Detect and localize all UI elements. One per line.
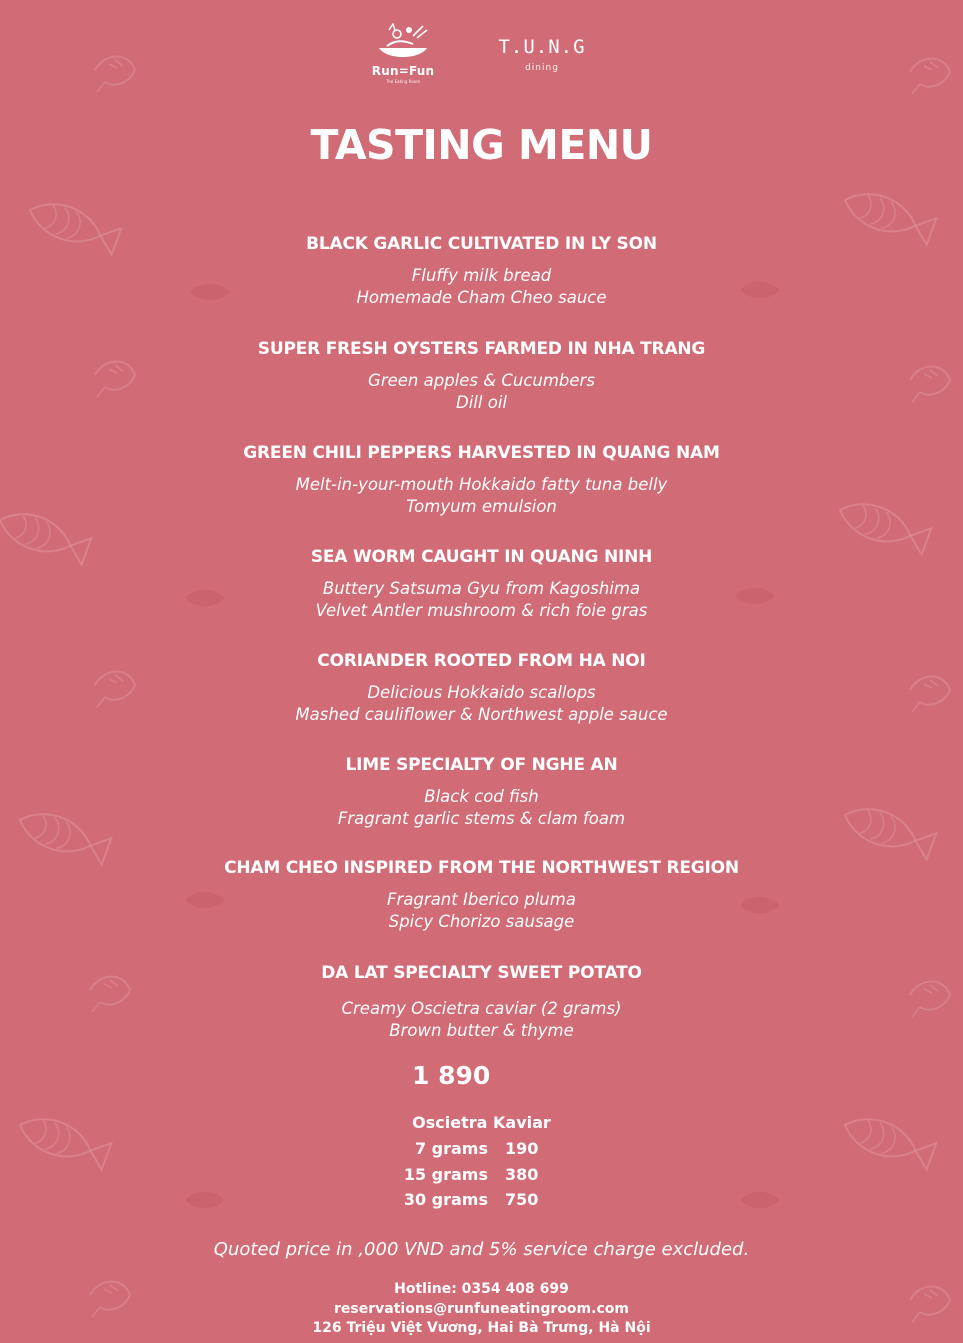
caviar-row	[0, 1189, 963, 1211]
course-item	[0, 442, 963, 518]
course-item	[0, 338, 963, 414]
tung-wordmark: T.U.N.G	[498, 36, 586, 58]
caviar-grams: 7 grams	[414, 1139, 488, 1158]
caviar-price: 380	[505, 1165, 539, 1184]
course-description-line-1: Buttery Satsuma Gyu from Kagoshima	[322, 579, 641, 598]
course-name: SUPER FRESH OYSTERS FARMED IN NHA TRANG	[257, 339, 706, 359]
email-address: reservations@runfuneatingroom.com	[334, 1300, 629, 1317]
contact-block	[0, 1280, 963, 1339]
menu-price: 1 890	[412, 1061, 491, 1090]
course-description-line-2: Fragrant garlic stems & clam foam	[337, 809, 626, 828]
caviar-price: 750	[505, 1190, 539, 1209]
course-item	[0, 546, 963, 622]
logo-bar	[0, 20, 963, 92]
course-name: DA LAT SPECIALTY SWEET POTATO	[321, 963, 642, 983]
course-description-line-2: Spicy Chorizo sausage	[388, 912, 575, 931]
caviar-row	[0, 1164, 963, 1186]
course-name: SEA WORM CAUGHT IN QUANG NINH	[310, 547, 653, 567]
chef-bowl-icon	[373, 22, 433, 62]
course-name: CORIANDER ROOTED FROM HA NOI	[317, 651, 646, 671]
runfun-wordmark: Run=Fun	[371, 64, 435, 78]
caviar-row	[0, 1138, 963, 1160]
course-description-line-2: Homemade Cham Cheo sauce	[356, 288, 607, 307]
course-name: GREEN CHILI PEPPERS HARVESTED IN QUANG NAM	[243, 443, 720, 463]
course-description-line-2: Velvet Antler mushroom & rich foie gras	[315, 601, 648, 620]
course-name: BLACK GARLIC CULTIVATED IN LY SON	[306, 234, 657, 254]
course-description-line-1: Fragrant Iberico pluma	[387, 890, 576, 909]
course-description-line-1: Fluffy milk bread	[411, 266, 552, 285]
page-title: TASTING MENU	[310, 121, 653, 169]
course-description-line-2: Mashed cauliflower & Northwest apple sauce	[295, 705, 668, 724]
caviar-grams: 30 grams	[403, 1190, 488, 1209]
runfun-logo	[370, 22, 436, 84]
course-description-line-2: Tomyum emulsion	[406, 497, 557, 516]
price-note: Quoted price in ,000 VND and 5% service charge excluded.	[213, 1239, 750, 1260]
hotline: Hotline: 0354 408 699	[394, 1281, 569, 1297]
course-item	[0, 857, 963, 933]
tung-tagline: dining	[525, 63, 559, 73]
course-name: CHAM CHEO INSPIRED FROM THE NORTHWEST REGION	[224, 858, 739, 878]
caviar-title: Oscietra Kaviar	[412, 1113, 551, 1132]
course-description-line-2: Dill oil	[456, 393, 507, 412]
course-description-line-1: Black cod fish	[424, 787, 539, 806]
course-description-line-1: Green apples & Cucumbers	[368, 371, 595, 390]
course-description-line-1: Delicious Hokkaido scallops	[367, 683, 596, 702]
course-item	[0, 962, 963, 1042]
caviar-grams: 15 grams	[403, 1165, 488, 1184]
course-item	[0, 650, 963, 726]
tung-logo	[490, 36, 594, 73]
course-item	[0, 233, 963, 309]
course-item	[0, 754, 963, 830]
address: 126 Triệu Việt Vương, Hai Bà Trưng, Hà Nội	[312, 1320, 651, 1336]
course-description-line-1: Melt-in-your-mouth Hokkaido fatty tuna belly	[295, 475, 668, 494]
course-description-line-2: Brown butter & thyme	[389, 1021, 574, 1040]
runfun-tagline: The Eating Room	[385, 79, 421, 84]
caviar-price: 190	[505, 1139, 539, 1158]
course-name: LIME SPECIALTY OF NGHE AN	[345, 755, 618, 775]
course-description-line-1: Creamy Oscietra caviar (2 grams)	[341, 999, 622, 1018]
